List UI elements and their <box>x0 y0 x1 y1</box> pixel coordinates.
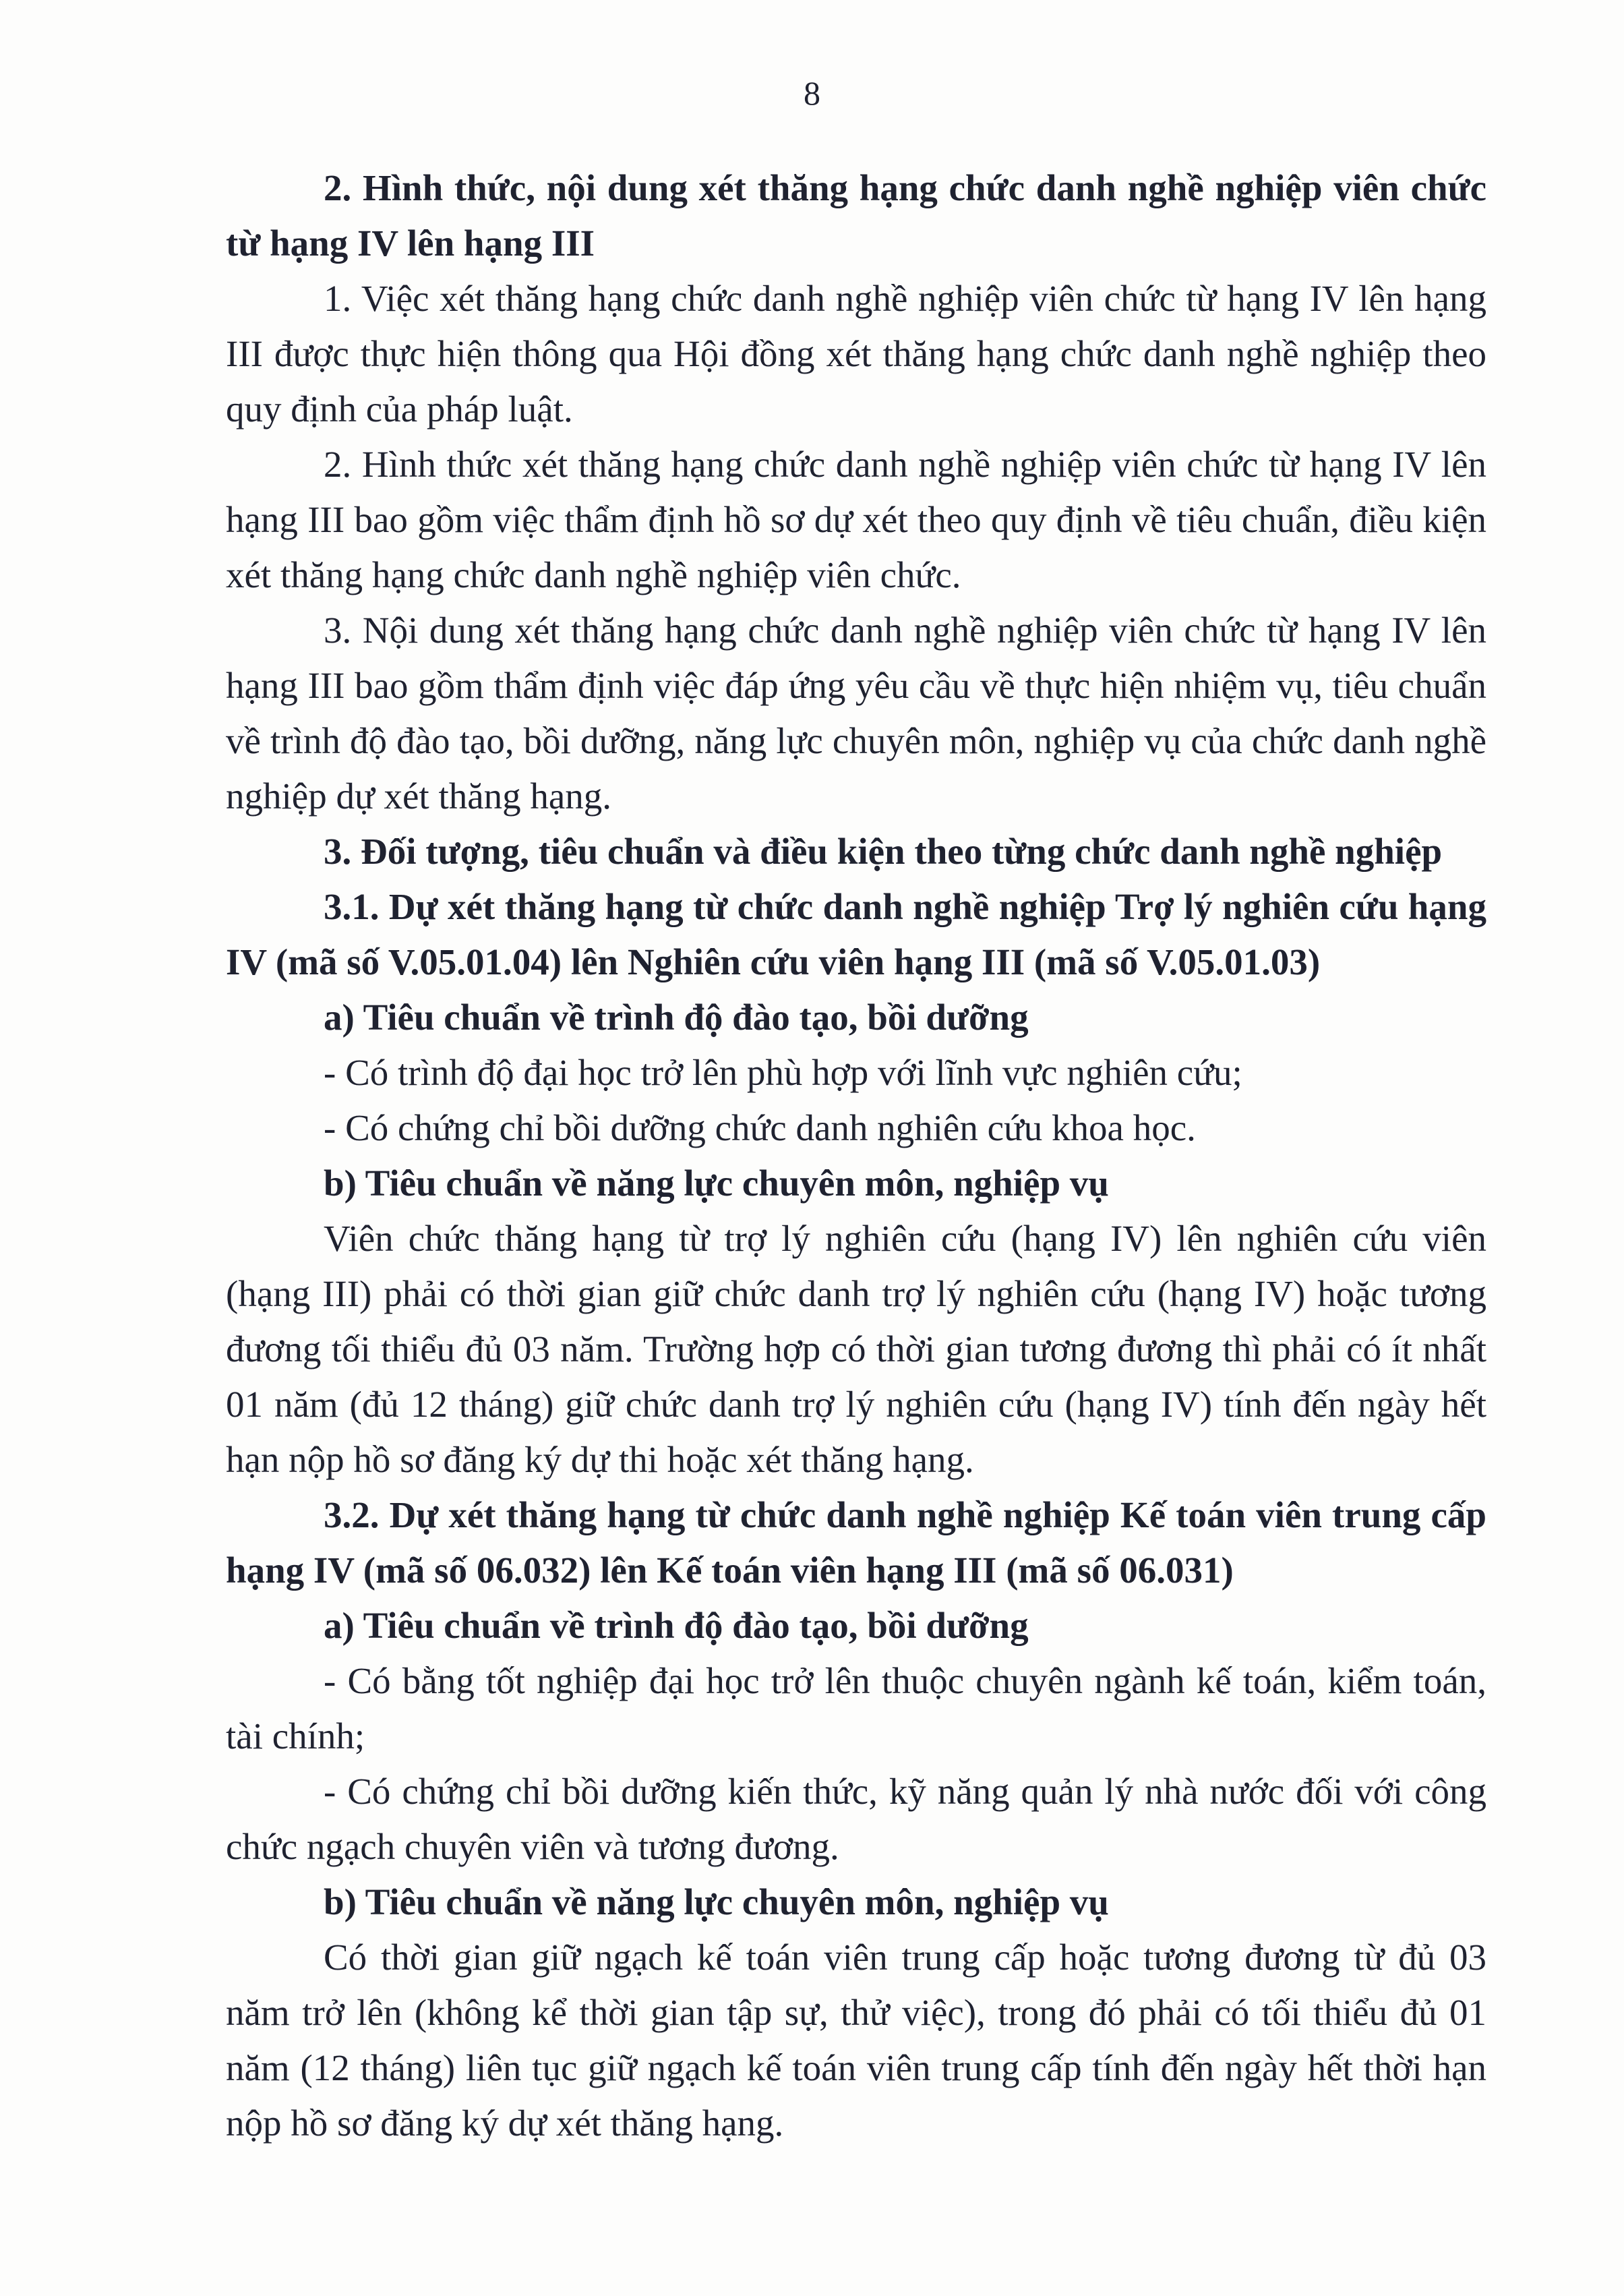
list-item: - Có chứng chỉ bồi dưỡng chức danh nghiên cứu khoa học. <box>324 1107 1196 1148</box>
paragraph: 1. Việc xét thăng hạng chức danh nghề nghiệp viên chức từ hạng IV lên hạng III được thực hiện thông qua Hội đồng xét thăng hạng chức danh nghề nghiệp theo quy định của pháp luật. <box>226 278 1486 430</box>
subsection-heading-3-1: 3.1. Dự xét thăng hạng từ chức danh nghề nghiệp Trợ lý nghiên cứu hạng IV (mã số V.05.01.04) lên Nghiên cứu viên hạng III (mã số V.05.01.03) <box>226 886 1486 982</box>
subsection-heading-3-2: 3.2. Dự xét thăng hạng từ chức danh nghề nghiệp Kế toán viên trung cấp hạng IV (mã số 06.032) lên Kế toán viên hạng III (mã số 06.031) <box>226 1494 1486 1591</box>
criteria-heading-a: a) Tiêu chuẩn về trình độ đào tạo, bồi dưỡng <box>324 997 1029 1038</box>
paragraph: 3. Nội dung xét thăng hạng chức danh nghề nghiệp viên chức từ hạng IV lên hạng III bao gồm thẩm định việc đáp ứng yêu cầu về thực hiện nhiệm vụ, tiêu chuẩn về trình độ đào tạo, bồi dưỡng, năng lực chuyên môn, nghiệp vụ của chức danh nghề nghiệp dự xét thăng hạng. <box>226 610 1486 817</box>
criteria-heading-b: b) Tiêu chuẩn về năng lực chuyên môn, nghiệp vụ <box>324 1881 1109 1922</box>
list-item: - Có trình độ đại học trở lên phù hợp với lĩnh vực nghiên cứu; <box>324 1052 1242 1093</box>
paragraph: Có thời gian giữ ngạch kế toán viên trung cấp hoặc tương đương từ đủ 03 năm trở lên (không kể thời gian tập sự, thử việc), trong đó phải có tối thiểu đủ 01 năm (12 tháng) liên tục giữ ngạch kế toán viên trung cấp tính đến ngày hết thời hạn nộp hồ sơ đăng ký dự xét thăng hạng. <box>226 1937 1486 2144</box>
paragraph: Viên chức thăng hạng từ trợ lý nghiên cứu (hạng IV) lên nghiên cứu viên (hạng III) phải có thời gian giữ chức danh trợ lý nghiên cứu (hạng IV) hoặc tương đương tối thiểu đủ 03 năm. Trường hợp có thời gian tương đương thì phải có ít nhất 01 năm (đủ 12 tháng) giữ chức danh trợ lý nghiên cứu (hạng IV) tính đến ngày hết hạn nộp hồ sơ đăng ký dự thi hoặc xét thăng hạng. <box>226 1218 1486 1480</box>
criteria-heading-b: b) Tiêu chuẩn về năng lực chuyên môn, nghiệp vụ <box>324 1162 1109 1204</box>
document-body <box>226 160 1486 2151</box>
list-item: - Có bằng tốt nghiệp đại học trở lên thuộc chuyên ngành kế toán, kiểm toán, tài chính; <box>226 1660 1486 1757</box>
list-item: - Có chứng chỉ bồi dưỡng kiến thức, kỹ năng quản lý nhà nước đối với công chức ngạch chuyên viên và tương đương. <box>226 1771 1486 1867</box>
page-number: 8 <box>804 74 820 112</box>
paragraph: 2. Hình thức xét thăng hạng chức danh nghề nghiệp viên chức từ hạng IV lên hạng III bao gồm việc thẩm định hồ sơ dự xét theo quy định về tiêu chuẩn, điều kiện xét thăng hạng chức danh nghề nghiệp viên chức. <box>226 444 1486 595</box>
criteria-heading-a: a) Tiêu chuẩn về trình độ đào tạo, bồi dưỡng <box>324 1605 1029 1646</box>
section-heading-2: 2. Hình thức, nội dung xét thăng hạng chức danh nghề nghiệp viên chức từ hạng IV lên hạng III <box>226 167 1486 264</box>
section-heading-3: 3. Đối tượng, tiêu chuẩn và điều kiện theo từng chức danh nghề nghiệp <box>324 831 1443 872</box>
